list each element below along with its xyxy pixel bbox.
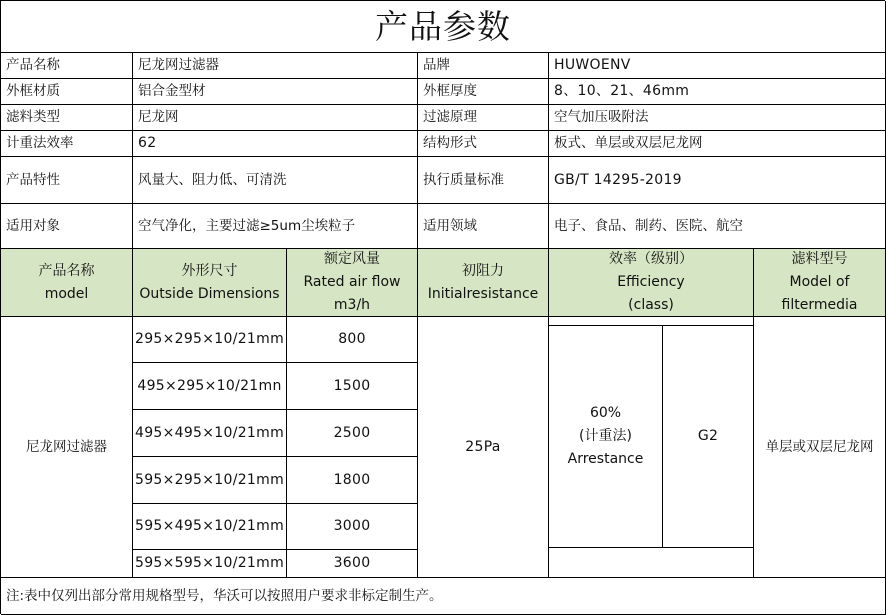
header-resistance-en: Initialresistance xyxy=(427,285,539,302)
efficiency-value-cell xyxy=(549,325,663,548)
spec-label-field: 适用领域 xyxy=(418,204,549,249)
header-model-en: model xyxy=(44,285,89,302)
flow-cell: 1800 xyxy=(287,457,418,504)
spec-value-standard: GB/T 14295-2019 xyxy=(549,157,886,204)
spec-value-product-name: 尼龙网过滤器 xyxy=(133,53,418,79)
flow-cell: 2500 xyxy=(287,410,418,457)
spec-label-frame-thickness: 外框厚度 xyxy=(418,79,549,105)
spec-value-brand: HUWOENV xyxy=(549,53,886,79)
size-cell: 295×295×10/21mm xyxy=(133,317,287,363)
spec-label-brand: 品牌 xyxy=(418,53,549,79)
header-dimensions-en: Outside Dimensions xyxy=(139,285,280,302)
spec-label-filter-principle: 过滤原理 xyxy=(418,105,549,131)
spec-label-application: 适用对象 xyxy=(1,204,133,249)
flow-cell: 3600 xyxy=(287,550,418,578)
size-cell: 595×595×10/21mm xyxy=(133,550,287,578)
spec-value-media-type: 尼龙网 xyxy=(133,105,418,131)
header-efficiency xyxy=(549,249,754,317)
flow-cell: 800 xyxy=(287,317,418,363)
header-dimensions-cn: 外形尺寸 xyxy=(181,262,238,279)
efficiency-arrestance: Arrestance xyxy=(567,451,644,467)
spec-label-structure: 结构形式 xyxy=(418,131,549,157)
size-cell: 495×295×10/21mn xyxy=(133,363,287,410)
spec-value-application: 空气净化，主要过滤≥5um尘埃粒子 xyxy=(133,204,418,249)
header-resistance xyxy=(418,249,549,317)
header-efficiency-cn: 效率（级别） xyxy=(609,251,693,267)
page-title: 产品参数 xyxy=(1,1,886,53)
header-airflow xyxy=(287,249,418,317)
efficiency-method: (计重法) xyxy=(579,428,632,444)
spec-value-frame-material: 铝合金型材 xyxy=(133,79,418,105)
header-media xyxy=(754,249,886,317)
header-media-cn: 滤料型号 xyxy=(791,251,848,267)
spec-value-filter-principle: 空气加压吸附法 xyxy=(549,105,886,131)
header-dimensions xyxy=(133,249,287,317)
header-efficiency-class: (class) xyxy=(628,297,674,313)
spec-label-frame-material: 外框材质 xyxy=(1,79,133,105)
spec-label-standard: 执行质量标准 xyxy=(418,157,549,204)
spec-label-features: 产品特性 xyxy=(1,157,133,204)
spec-value-frame-thickness: 8、10、21、46mm xyxy=(549,79,886,105)
header-airflow-cn: 额定风量 xyxy=(324,251,380,267)
header-media-en-1: Model of xyxy=(789,274,850,290)
spec-label-product-name: 产品名称 xyxy=(1,53,133,79)
footnote: 注:表中仅列出部分常用规格型号，华沃可以按照用户要求非标定制生产。 xyxy=(1,578,886,615)
header-airflow-en: Rated air flow xyxy=(303,274,401,290)
flow-cell: 3000 xyxy=(287,504,418,550)
spec-label-media-type: 滤料类型 xyxy=(1,105,133,131)
product-name-cell: 尼龙网过滤器 xyxy=(1,317,133,578)
spec-value-field: 电子、食品、制药、医院、航空 xyxy=(549,204,886,249)
size-cell: 495×495×10/21mm xyxy=(133,410,287,457)
header-efficiency-en: Efficiency xyxy=(617,274,685,290)
header-airflow-unit: m3/h xyxy=(333,297,371,313)
spec-value-features: 风量大、阻力低、可清洗 xyxy=(133,157,418,204)
efficiency-percent: 60% xyxy=(589,405,622,421)
flow-cell: 1500 xyxy=(287,363,418,410)
resistance-cell: 25Pa xyxy=(418,317,549,578)
header-model xyxy=(1,249,133,317)
header-media-en-2: filtermedia xyxy=(781,297,858,313)
spec-value-efficiency: 62 xyxy=(133,131,418,157)
media-cell: 单层或双层尼龙网 xyxy=(754,317,886,578)
header-model-cn: 产品名称 xyxy=(38,262,95,279)
spec-label-efficiency: 计重法效率 xyxy=(1,131,133,157)
grade-cell: G2 xyxy=(663,325,754,548)
spec-value-structure: 板式、单层或双层尼龙网 xyxy=(549,131,886,157)
header-resistance-cn: 初阻力 xyxy=(462,262,504,279)
size-cell: 595×295×10/21mm xyxy=(133,457,287,504)
size-cell: 595×495×10/21mm xyxy=(133,504,287,550)
